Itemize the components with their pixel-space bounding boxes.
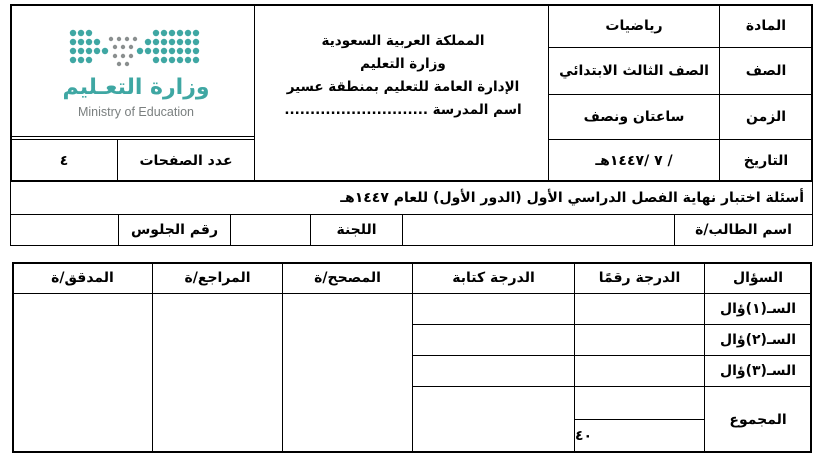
score-number-3[interactable] bbox=[574, 355, 705, 387]
student-name-label: اسم الطالب/ة bbox=[674, 214, 813, 246]
header-reviewer: المراجع/ة bbox=[152, 262, 283, 294]
committee-label: اللجنة bbox=[310, 214, 403, 246]
reviewer-signature[interactable] bbox=[152, 293, 283, 453]
header-score-written: الدرجة كتابة bbox=[412, 262, 575, 294]
grade-value: الصف الثالث الابتدائي bbox=[548, 47, 720, 95]
pages-label: عدد الصفحات bbox=[117, 139, 255, 182]
ministry-heading bbox=[258, 30, 548, 122]
question-row-2-label: السـ(٢)ؤال bbox=[704, 324, 812, 356]
exam-title: أسئلة اختبار نهاية الفصل الدراسي الأول (الدور الأول) للعام ١٤٤٧هـ bbox=[10, 181, 813, 215]
student-name-field[interactable] bbox=[402, 214, 675, 246]
question-row-3-label: السـ(٣)ؤال bbox=[704, 355, 812, 387]
pages-value: ٤ bbox=[10, 139, 118, 182]
committee-field[interactable] bbox=[230, 214, 311, 246]
seat-field[interactable] bbox=[10, 214, 119, 246]
score-written-3[interactable] bbox=[412, 355, 575, 387]
time-value: ساعتان ونصف bbox=[548, 94, 720, 140]
ministry-logo bbox=[11, 5, 254, 137]
auditor-signature[interactable] bbox=[12, 293, 153, 453]
logo-arabic-text: وزارة التعـليم bbox=[62, 75, 210, 100]
header-corrector: المصحح/ة bbox=[282, 262, 413, 294]
seat-label: رقم الجلوس bbox=[118, 214, 231, 246]
score-written-1[interactable] bbox=[412, 293, 575, 325]
center-line-1: المملكة العربية السعودية bbox=[321, 33, 485, 49]
corrector-signature[interactable] bbox=[282, 293, 413, 453]
subject-value: رياضيات bbox=[548, 4, 720, 48]
date-value: / ٧ /١٤٤٧هـ bbox=[548, 139, 720, 182]
header-question: السؤال bbox=[704, 262, 812, 294]
question-row-1-label: السـ(١)ؤال bbox=[704, 293, 812, 325]
time-label: الزمن bbox=[719, 94, 813, 140]
center-line-2: وزارة التعليم bbox=[360, 56, 446, 72]
school-name-line: اسم المدرسة ............................ bbox=[284, 102, 522, 118]
total-score-number[interactable] bbox=[574, 386, 705, 420]
subject-label: المادة bbox=[719, 4, 813, 48]
total-score-written[interactable] bbox=[412, 386, 575, 453]
score-number-2[interactable] bbox=[574, 324, 705, 356]
score-number-1[interactable] bbox=[574, 293, 705, 325]
total-label: المجموع bbox=[704, 386, 812, 453]
logo-english-text: Ministry of Education bbox=[77, 105, 195, 119]
score-written-2[interactable] bbox=[412, 324, 575, 356]
header-score-number: الدرجة رقمًا bbox=[574, 262, 705, 294]
header-auditor: المدقق/ة bbox=[12, 262, 153, 294]
total-max-score: ٤٠ bbox=[574, 419, 705, 453]
date-label: التاريخ bbox=[719, 139, 813, 182]
center-line-3: الإدارة العامة للتعليم بمنطقة عسير bbox=[286, 79, 520, 95]
grade-label: الصف bbox=[719, 47, 813, 95]
